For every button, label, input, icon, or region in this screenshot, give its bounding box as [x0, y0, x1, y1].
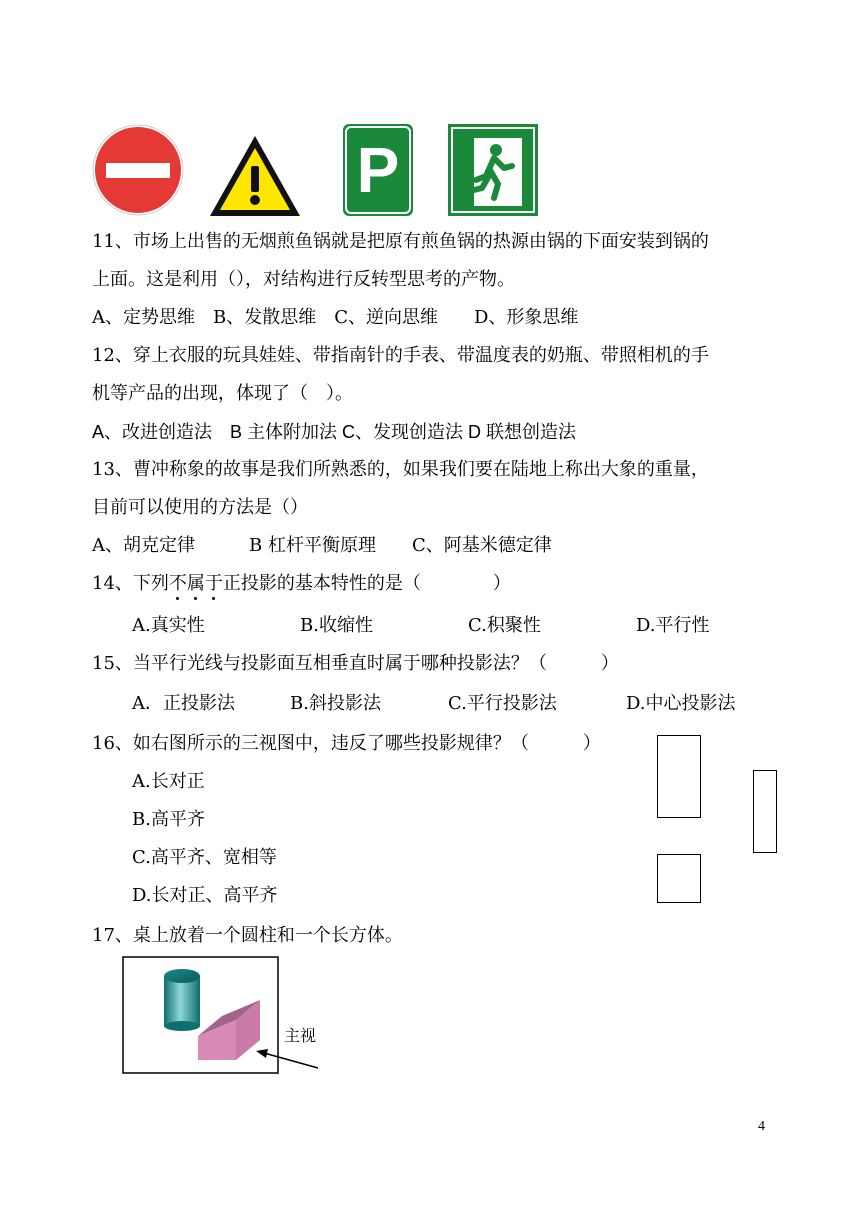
q11-options: A、定势思维 B、发散思维 C、逆向思维 D、形象思维 [92, 307, 579, 328]
q11-line2: 上面。这是利用（），对结构进行反转型思考的产物。 [92, 269, 515, 290]
top-view-rect [657, 854, 701, 903]
warning-sign-icon [208, 134, 302, 218]
q14-emph-2: 属 [186, 573, 205, 594]
q16-option-c: C.高平齐、宽相等 [132, 847, 277, 868]
q17-stem: 17、桌上放着一个圆柱和一个长方体。 [92, 925, 403, 946]
q14-option-b: B.收缩性 [300, 615, 373, 636]
q14-option-a: A.真实性 [132, 615, 205, 636]
q15-option-a: A．正投影法 [132, 693, 235, 714]
exit-sign-icon [448, 124, 538, 216]
page-number: 4 [758, 1119, 765, 1134]
q14-emph-1: 不 [168, 573, 187, 594]
q16-stem: 16、如右图所示的三视图中，违反了哪些投影规律？（ ） [92, 733, 601, 754]
cylinder-cuboid-figure [122, 956, 320, 1076]
q11-line1: 11、市场上出售的无烟煎鱼锅就是把原有煎鱼锅的热源由锅的下面安装到锅的 [92, 231, 709, 252]
q14-option-c: C.积聚性 [468, 615, 541, 636]
q14-stem [92, 572, 511, 596]
q15-option-d: D.中心投影法 [626, 693, 736, 714]
q12-line2: 机等产品的出现，体现了（ ）。 [92, 383, 353, 404]
q14-prefix: 14、下列 [92, 573, 169, 594]
q13-line2: 目前可以使用的方法是（） [92, 497, 308, 518]
q14-suffix: 正投影的基本特性的是（ ） [222, 573, 511, 594]
no-entry-sign-icon [92, 124, 184, 216]
q16-option-a: A.长对正 [132, 771, 205, 792]
q13-line1: 13、曹冲称象的故事是我们所熟悉的，如果我们要在陆地上称出大象的重量， [92, 459, 709, 480]
side-view-rect [753, 770, 777, 853]
q14-emph-3: 于 [204, 573, 223, 594]
q14-option-d: D.平行性 [636, 615, 710, 636]
q12-options: A、改进创造法 B 主体附加法 C、发现创造法 D 联想创造法 [92, 422, 577, 442]
q12-line1: 12、穿上衣服的玩具娃娃、带指南针的手表、带温度表的奶瓶、带照相机的手 [92, 345, 709, 366]
parking-sign-icon [343, 124, 413, 216]
q16-option-b: B.高平齐 [132, 809, 205, 830]
q15-option-c: C.平行投影法 [448, 693, 557, 714]
q16-option-d: D.长对正、高平齐 [132, 885, 278, 906]
parking-letter: P [356, 134, 400, 206]
front-view-label: 主视 [284, 1026, 317, 1045]
front-view-rect [657, 735, 701, 818]
q13-options: A、胡克定律 B 杠杆平衡原理 C、阿基米德定律 [92, 535, 552, 556]
q15-option-b: B.斜投影法 [290, 693, 381, 714]
q15-stem: 15、当平行光线与投影面互相垂直时属于哪种投影法？（ ） [92, 653, 619, 674]
